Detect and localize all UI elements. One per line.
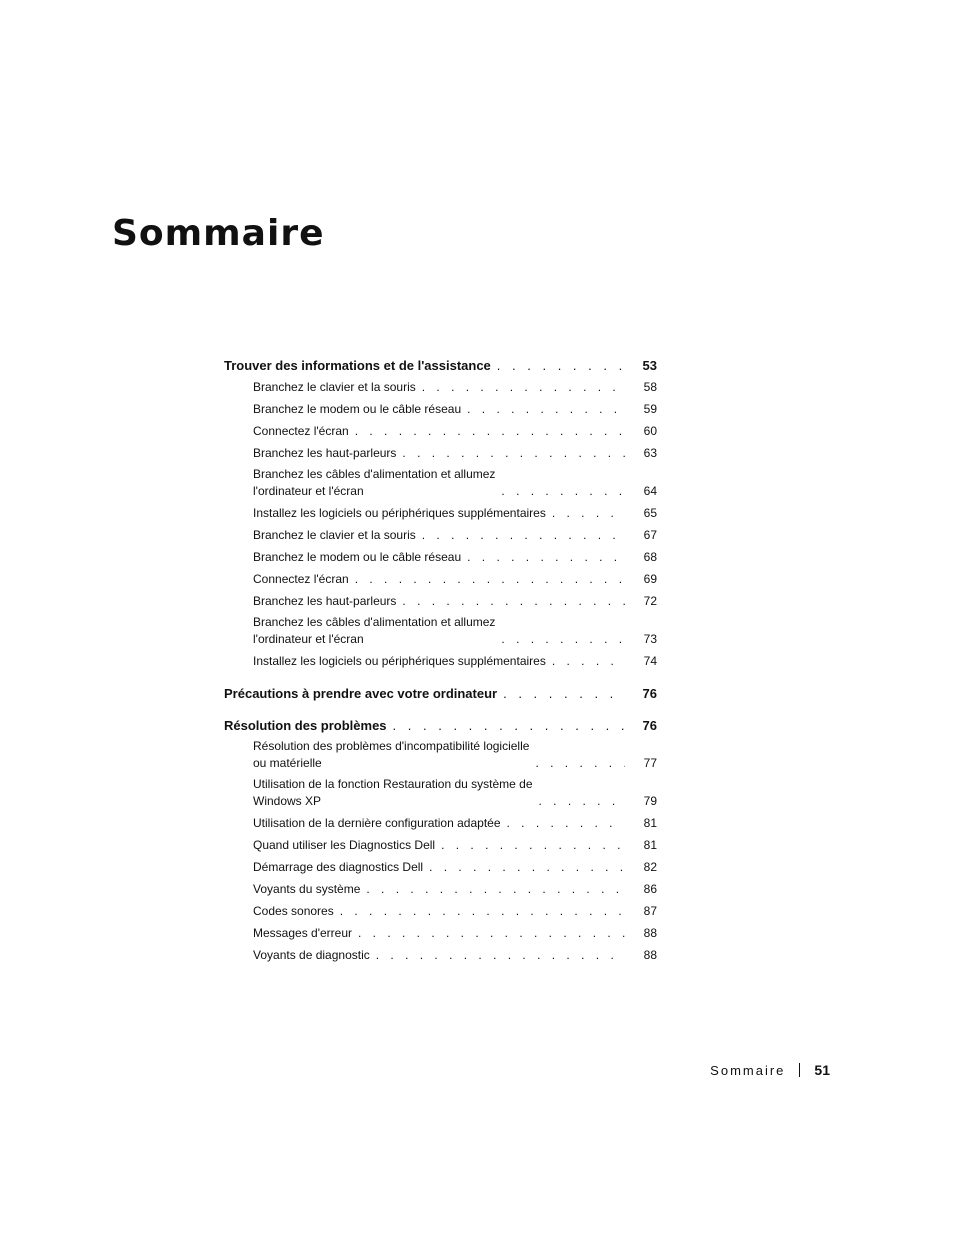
toc-entry-label xyxy=(253,815,501,832)
dot-leader xyxy=(355,571,625,588)
toc-entry-label xyxy=(253,925,352,942)
toc-entry-line: ou matérielle xyxy=(253,756,322,770)
dot-leader xyxy=(535,755,625,772)
page-title: Sommaire xyxy=(112,213,325,254)
toc-entry-line: Connectez l'écran xyxy=(253,424,349,438)
toc-entry-line: Voyants du système xyxy=(253,882,361,896)
toc-page-number: 73 xyxy=(643,632,657,646)
toc-sub-entry[interactable] xyxy=(253,526,657,544)
toc-entry-line: Branchez le clavier et la souris xyxy=(253,380,416,394)
toc-page-number: 53 xyxy=(642,358,657,373)
toc-entry-label: Trouver des informations et de l'assistance xyxy=(224,358,491,373)
toc-page-number: 67 xyxy=(643,528,657,542)
toc-entry-line: l'ordinateur et l'écran xyxy=(253,484,364,498)
toc-entry-line: Branchez les haut-parleurs xyxy=(253,594,397,608)
footer-label: Sommaire xyxy=(710,1062,786,1078)
toc-entry-line: Quand utiliser les Diagnostics Dell xyxy=(253,838,436,852)
dot-leader xyxy=(355,423,625,440)
footer-separator xyxy=(799,1063,800,1077)
toc-entry-line: Branchez le clavier et la souris xyxy=(253,528,416,542)
toc-entry-label xyxy=(253,738,529,772)
toc-entry-label xyxy=(253,505,546,522)
toc-entry-label xyxy=(253,593,396,610)
toc-sub-entry[interactable] xyxy=(253,592,657,610)
toc-sub-entry[interactable] xyxy=(253,652,657,670)
dot-leader xyxy=(422,379,625,396)
table-of-contents xyxy=(224,354,657,976)
toc-page-number: 72 xyxy=(643,594,657,608)
toc-sub-entry[interactable] xyxy=(253,858,657,876)
toc-sub-entry[interactable] xyxy=(253,548,657,566)
toc-sub-entry[interactable] xyxy=(253,946,657,964)
toc-page-number: 68 xyxy=(643,550,657,564)
toc-sub-entry[interactable] xyxy=(253,570,657,588)
toc-page-number: 65 xyxy=(643,506,657,520)
toc-sub-entry[interactable] xyxy=(253,814,657,832)
toc-page-number: 76 xyxy=(642,686,657,701)
toc-entry-line: Branchez les câbles d'alimentation et allumez xyxy=(253,615,496,629)
toc-entry-line: Installez les logiciels ou périphériques supplémentaires xyxy=(253,506,546,520)
toc-section xyxy=(224,714,657,964)
dot-leader xyxy=(503,685,625,702)
toc-entry-label: Résolution des problèmes xyxy=(224,718,387,733)
toc-entry-line: Utilisation de la fonction Restauration du système de xyxy=(253,777,533,791)
toc-entry-line: Voyants de diagnostic xyxy=(253,948,370,962)
dot-leader xyxy=(402,445,625,462)
toc-entry-label xyxy=(253,837,435,854)
toc-sub-entry[interactable] xyxy=(253,738,657,772)
toc-page-number: 76 xyxy=(642,718,657,733)
toc-entry-line: l'ordinateur et l'écran xyxy=(253,632,364,646)
toc-sub-entry[interactable] xyxy=(253,880,657,898)
toc-sub-entry[interactable] xyxy=(253,776,657,810)
toc-entry-label xyxy=(253,401,461,418)
toc-page-number: 58 xyxy=(643,380,657,394)
toc-main-entry[interactable] xyxy=(224,714,657,734)
toc-sub-entry[interactable] xyxy=(253,614,657,648)
toc-sub-entry[interactable] xyxy=(253,902,657,920)
page-footer xyxy=(710,1062,830,1078)
toc-sub-entry[interactable] xyxy=(253,378,657,396)
toc-entry-label xyxy=(253,527,416,544)
toc-entry-line: Connectez l'écran xyxy=(253,572,349,586)
toc-entry-label xyxy=(253,881,360,898)
toc-sub-entry[interactable] xyxy=(253,422,657,440)
toc-entry-label: Précautions à prendre avec votre ordinateur xyxy=(224,686,498,701)
toc-entry-label xyxy=(253,445,396,462)
toc-entry-label xyxy=(253,859,423,876)
dot-leader xyxy=(539,793,626,810)
toc-entry-label xyxy=(253,571,349,588)
dot-leader xyxy=(422,527,625,544)
dot-leader xyxy=(340,903,625,920)
dot-leader xyxy=(507,815,626,832)
toc-entry-label xyxy=(253,776,533,810)
dot-leader xyxy=(366,881,625,898)
dot-leader xyxy=(429,859,625,876)
toc-main-entry[interactable] xyxy=(224,682,657,702)
dot-leader xyxy=(501,631,625,648)
toc-page-number: 77 xyxy=(643,756,657,770)
toc-page-number: 88 xyxy=(643,926,657,940)
toc-page-number: 79 xyxy=(643,794,657,808)
dot-leader xyxy=(441,837,625,854)
toc-entry-line: Windows XP xyxy=(253,794,322,808)
dot-leader xyxy=(402,593,625,610)
toc-entry-line: Branchez les câbles d'alimentation et allumez xyxy=(253,467,496,481)
toc-section xyxy=(224,682,657,702)
toc-page-number: 86 xyxy=(643,882,657,896)
toc-sub-entry[interactable] xyxy=(253,836,657,854)
toc-entry-label xyxy=(253,549,461,566)
toc-section xyxy=(224,354,657,670)
dot-leader xyxy=(501,483,625,500)
toc-sub-entry[interactable] xyxy=(253,504,657,522)
toc-entry-line: Branchez le modem ou le câble réseau xyxy=(253,402,462,416)
toc-entry-line: Codes sonores xyxy=(253,904,334,918)
toc-page-number: 88 xyxy=(643,948,657,962)
toc-entry-line: Installez les logiciels ou périphériques supplémentaires xyxy=(253,654,546,668)
toc-entry-label xyxy=(253,423,349,440)
toc-page-number: 87 xyxy=(643,904,657,918)
toc-entry-line: Utilisation de la dernière configuration adaptée xyxy=(253,816,501,830)
dot-leader xyxy=(552,653,625,670)
toc-entry-label xyxy=(253,653,546,670)
toc-sub-entry[interactable] xyxy=(253,466,657,500)
toc-entry-label xyxy=(253,903,334,920)
toc-entry-line: Branchez le modem ou le câble réseau xyxy=(253,550,462,564)
dot-leader xyxy=(552,505,625,522)
dot-leader xyxy=(376,947,625,964)
toc-sub-entry[interactable] xyxy=(253,444,657,462)
toc-entry-label xyxy=(253,614,495,648)
toc-entry-label xyxy=(253,466,495,500)
toc-page-number: 69 xyxy=(643,572,657,586)
toc-page-number: 82 xyxy=(643,860,657,874)
toc-page-number: 81 xyxy=(643,838,657,852)
toc-main-entry[interactable] xyxy=(224,354,657,374)
toc-entry-label xyxy=(253,379,416,396)
toc-page-number: 64 xyxy=(643,484,657,498)
toc-entry-line: Démarrage des diagnostics Dell xyxy=(253,860,424,874)
dot-leader xyxy=(497,357,625,374)
toc-entry-line: Résolution des problèmes d'incompatibilité logicielle xyxy=(253,739,530,753)
dot-leader xyxy=(358,925,625,942)
toc-sub-entry[interactable] xyxy=(253,400,657,418)
toc-page-number: 59 xyxy=(643,402,657,416)
dot-leader xyxy=(467,401,625,418)
dot-leader xyxy=(467,549,625,566)
toc-entry-line: Messages d'erreur xyxy=(253,926,352,940)
dot-leader xyxy=(393,717,625,734)
toc-entry-label xyxy=(253,947,370,964)
toc-sub-entry[interactable] xyxy=(253,924,657,942)
toc-page-number: 74 xyxy=(643,654,657,668)
toc-entry-line: Branchez les haut-parleurs xyxy=(253,446,397,460)
toc-page-number: 60 xyxy=(643,424,657,438)
page-number: 51 xyxy=(814,1062,830,1078)
toc-page-number: 63 xyxy=(643,446,657,460)
toc-page-number: 81 xyxy=(643,816,657,830)
